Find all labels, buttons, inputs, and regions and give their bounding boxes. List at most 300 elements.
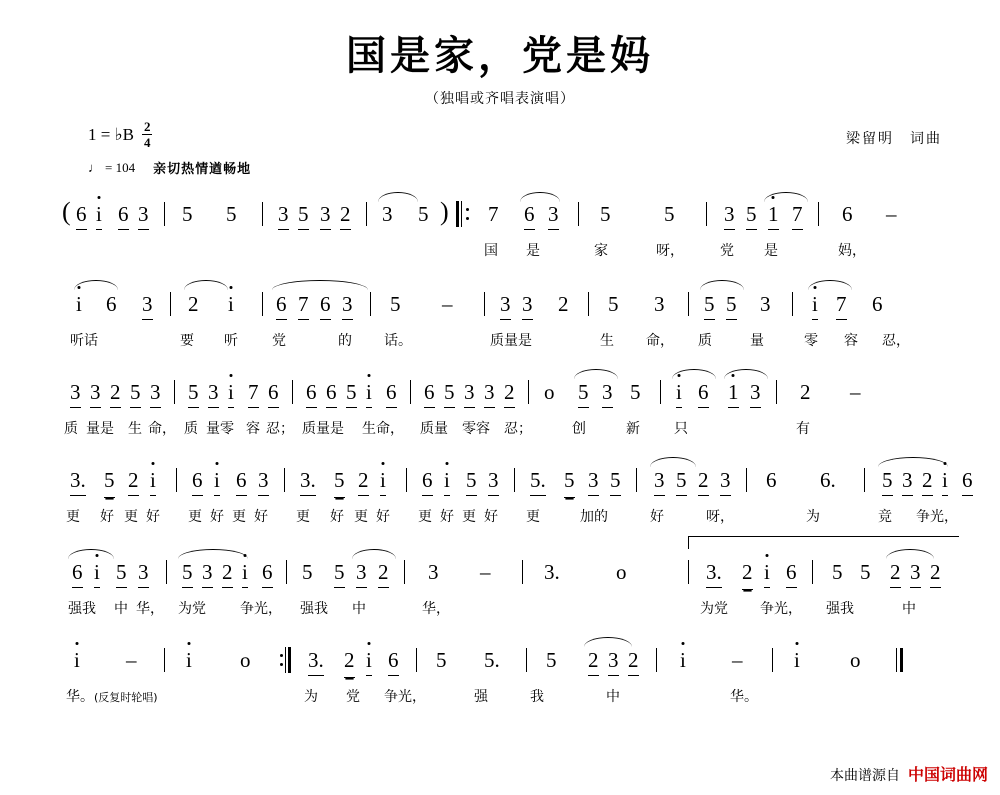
note: o xyxy=(616,560,627,584)
lyric-syllable: 华， xyxy=(136,601,164,617)
lyric-syllable: 听话 xyxy=(70,333,98,349)
lyric-syllable: 忍； xyxy=(504,421,532,437)
barline xyxy=(262,202,263,226)
note: i xyxy=(74,648,80,672)
note: 2 xyxy=(340,200,351,230)
note: 5 xyxy=(334,558,345,588)
barline xyxy=(526,648,527,672)
lyric-syllable: 零 xyxy=(804,333,818,349)
note: 6 xyxy=(262,558,273,588)
barline xyxy=(174,380,175,404)
music-system-1 xyxy=(60,197,960,292)
barline xyxy=(578,202,579,226)
footer-source-label: 本曲谱源自 xyxy=(829,768,900,784)
note: 2 xyxy=(930,558,941,588)
lyric-syllable: 更 xyxy=(354,509,368,525)
repeat-end-barline xyxy=(280,647,292,673)
barline xyxy=(410,380,411,404)
time-signature xyxy=(142,120,153,149)
barline xyxy=(170,292,171,316)
barline xyxy=(404,560,405,584)
key-signature-text: 1 = ♭B xyxy=(88,124,134,144)
note: 5 xyxy=(436,648,447,672)
time-signature-denominator: 4 xyxy=(143,135,151,150)
barline xyxy=(370,292,371,316)
note: 3 xyxy=(654,466,665,496)
note: 5 xyxy=(630,380,641,404)
note: 3 xyxy=(70,378,81,408)
lyric-syllable: 家 xyxy=(594,243,608,259)
lyric-syllable: 强我 xyxy=(300,601,328,617)
barline xyxy=(514,468,515,492)
note: – xyxy=(126,648,137,672)
final-barline xyxy=(896,648,897,672)
lyric-syllable: 争光， xyxy=(760,601,802,617)
lyric-syllable: 新 xyxy=(626,421,640,437)
note: 3 xyxy=(138,558,149,588)
note: i xyxy=(214,466,220,496)
note: 5 xyxy=(226,202,237,226)
note: 3 xyxy=(522,290,533,320)
lyric-syllable: 争光， xyxy=(916,509,958,525)
note: – xyxy=(480,560,491,584)
tempo-value: = 104 xyxy=(105,159,136,175)
note: 7 xyxy=(248,378,259,408)
note: 6 xyxy=(524,200,535,230)
note: 5 xyxy=(832,560,843,584)
lyric-syllable: 更 xyxy=(462,509,476,525)
lyric-syllable: 为党 xyxy=(178,601,206,617)
note: 6 xyxy=(268,378,279,408)
note: 5 xyxy=(746,200,757,230)
time-signature-numerator: 2 xyxy=(143,119,151,134)
note: 3. xyxy=(70,466,86,496)
barline xyxy=(416,648,417,672)
note: 7 xyxy=(298,290,309,320)
note: o xyxy=(544,380,555,404)
note: 3 xyxy=(484,378,495,408)
lyrics-row-1 xyxy=(60,240,960,266)
lyric-syllable: 好 xyxy=(100,509,114,525)
lyric-syllable: 是 xyxy=(764,243,778,259)
barline xyxy=(660,380,661,404)
note: 3. xyxy=(544,560,560,584)
note: 6 xyxy=(872,292,883,316)
lyric-syllable: 中 xyxy=(902,601,916,617)
note: 3 xyxy=(654,292,665,316)
note: 3 xyxy=(464,378,475,408)
note: 5 xyxy=(302,560,313,584)
note: 6 xyxy=(326,378,337,408)
note: 6 xyxy=(842,202,853,226)
lyric-syllable: 好 xyxy=(254,509,268,525)
lyrics-row-2 xyxy=(60,330,960,356)
lyric-syllable: 忍， xyxy=(882,333,910,349)
note: 2 xyxy=(378,558,389,588)
barline xyxy=(636,468,637,492)
note: 5 xyxy=(116,558,127,588)
lyric-syllable: 我 xyxy=(530,689,544,705)
lyric-syllable: 好 xyxy=(376,509,390,525)
note: 5 xyxy=(882,466,893,496)
note: 3 xyxy=(258,466,269,496)
lyric-syllable: 争光， xyxy=(384,689,426,705)
lyric-syllable: 量是 xyxy=(86,421,114,437)
lyric-syllable: 质量是 xyxy=(490,333,532,349)
note: 5 xyxy=(564,466,575,498)
lyric-syllable: 竞 xyxy=(878,509,892,525)
lyric-syllable: 好 xyxy=(650,509,664,525)
note: 6 xyxy=(72,558,83,588)
key-signature xyxy=(88,120,152,149)
lyric-syllable: 量 xyxy=(750,333,764,349)
note: 6 xyxy=(424,378,435,408)
lyric-syllable: 更 xyxy=(188,509,202,525)
note: 3 xyxy=(208,378,219,408)
barline xyxy=(688,292,689,316)
note: 5 xyxy=(182,558,193,588)
note: 2 xyxy=(128,466,139,496)
note: 5 xyxy=(726,290,737,320)
note: 5 xyxy=(298,200,309,230)
note: 3 xyxy=(602,378,613,408)
lyric-syllable: 质 xyxy=(698,333,712,349)
note: 2 xyxy=(344,646,355,678)
note: 5 xyxy=(390,292,401,316)
intro-paren-close: ) xyxy=(440,197,449,226)
lyric-syllable: 党 xyxy=(346,689,360,705)
note: 6 xyxy=(192,466,203,496)
notes-row-3 xyxy=(60,378,960,418)
note: 5 xyxy=(610,466,621,496)
note: 3. xyxy=(308,646,324,676)
lyric-syllable: 党 xyxy=(272,333,286,349)
note: 2 xyxy=(800,380,811,404)
note: 2 xyxy=(222,558,233,588)
note: 6 xyxy=(320,290,331,320)
lyric-syllable: 质 xyxy=(184,421,198,437)
note: 3 xyxy=(278,200,289,230)
lyric-syllable: 容 xyxy=(246,421,260,437)
note: 3 xyxy=(356,558,367,588)
lyric-syllable: 好 xyxy=(330,509,344,525)
note: 2 xyxy=(890,558,901,588)
page-title: 国是家，党是妈 xyxy=(346,33,654,79)
notes-row-1 xyxy=(60,197,960,240)
note: 1 xyxy=(728,378,739,408)
lyric-syllable: 的 xyxy=(338,333,352,349)
note: 5 xyxy=(334,466,345,498)
barline xyxy=(166,560,167,584)
barline xyxy=(484,292,485,316)
lyric-syllable: 为党 xyxy=(700,601,728,617)
lyric-syllable: 为 xyxy=(304,689,318,705)
lyric-syllable: 生 xyxy=(600,333,614,349)
music-system-3 xyxy=(60,378,960,470)
lyric-syllable: 更 xyxy=(232,509,246,525)
note: 3 xyxy=(428,560,439,584)
note: 7 xyxy=(836,290,847,320)
barline xyxy=(176,468,177,492)
lyric-syllable: 话。 xyxy=(384,333,412,349)
lyric-syllable: 有 xyxy=(796,421,810,437)
note: i xyxy=(150,466,156,496)
barline xyxy=(776,380,777,404)
note: 3 xyxy=(382,202,393,226)
note: i xyxy=(680,648,686,672)
note: 3 xyxy=(750,378,761,408)
lyric-syllable: 加的 xyxy=(580,509,608,525)
music-system-2 xyxy=(60,290,960,382)
note: – xyxy=(850,380,861,404)
note: 3 xyxy=(608,646,619,676)
lyric-syllable: 中 xyxy=(606,689,620,705)
composer-credit: 梁留明 词曲 xyxy=(846,131,942,147)
note: 5 xyxy=(676,466,687,496)
footer-site-name[interactable]: 中国词曲网 xyxy=(907,765,988,784)
lyric-syllable: 是 xyxy=(526,243,540,259)
note: i xyxy=(942,466,948,496)
note: 5 xyxy=(860,560,871,584)
note: 6 xyxy=(276,290,287,320)
note: 5 xyxy=(546,648,557,672)
lyric-syllable: 生 xyxy=(128,421,142,437)
lyric-syllable: 忍； xyxy=(266,421,294,437)
lyric-syllable: 呀， xyxy=(706,509,734,525)
note: i xyxy=(96,200,102,230)
barline xyxy=(528,380,529,404)
lyric-syllable: 妈， xyxy=(838,243,866,259)
barline xyxy=(746,468,747,492)
repeat-start-barline xyxy=(456,201,465,227)
lyric-syllable: 国 xyxy=(484,243,498,259)
lyric-syllable: 更 xyxy=(526,509,540,525)
lyric-syllable: 强我 xyxy=(68,601,96,617)
barline xyxy=(706,202,707,226)
note: 3 xyxy=(320,200,331,230)
note: – xyxy=(442,292,453,316)
barline xyxy=(864,468,865,492)
note: 2 xyxy=(504,378,515,408)
note: 3 xyxy=(150,378,161,408)
note: 6 xyxy=(962,466,973,496)
note: 2 xyxy=(698,466,709,496)
note: i xyxy=(794,648,800,672)
note: 3. xyxy=(300,466,316,496)
note: 6 xyxy=(236,466,247,496)
music-system-5 xyxy=(60,558,960,650)
note: 2 xyxy=(358,466,369,496)
lyric-syllable: 强我 xyxy=(826,601,854,617)
note: 6 xyxy=(118,200,129,230)
lyric-syllable: 更 xyxy=(124,509,138,525)
note: 3 xyxy=(902,466,913,496)
lyric-syllable: 更 xyxy=(296,509,310,525)
note: i xyxy=(228,292,234,316)
note: 5 xyxy=(104,466,115,498)
lyric-syllable: 中 xyxy=(114,601,128,617)
note: 3 xyxy=(488,466,499,496)
notes-row-6 xyxy=(60,646,960,686)
lyric-syllable: 华。(反复时轮唱) xyxy=(66,689,158,705)
note: i xyxy=(76,292,82,316)
note: 3 xyxy=(342,290,353,320)
lyric-syllable: 好 xyxy=(440,509,454,525)
note: o xyxy=(850,648,861,672)
notes-row-5 xyxy=(60,558,960,598)
barline xyxy=(818,202,819,226)
barline xyxy=(792,292,793,316)
barline xyxy=(772,648,773,672)
note: 5 xyxy=(600,202,611,226)
note: 2 xyxy=(558,292,569,316)
note: 5 xyxy=(704,290,715,320)
note: 5. xyxy=(484,648,500,672)
note: 2 xyxy=(110,378,121,408)
lyric-syllable: 只 xyxy=(674,421,688,437)
note: 5 xyxy=(608,292,619,316)
lyric-syllable: 好 xyxy=(484,509,498,525)
note: 6 xyxy=(422,466,433,496)
note: 3 xyxy=(138,200,149,230)
lyric-syllable: 质量 xyxy=(420,421,448,437)
lyric-syllable: 质 xyxy=(64,421,78,437)
barline xyxy=(812,560,813,584)
note: 3 xyxy=(90,378,101,408)
lyric-syllable: 命， xyxy=(646,333,674,349)
lyric-syllable: 更 xyxy=(418,509,432,525)
note: 5. xyxy=(530,466,546,496)
lyric-syllable: 呀， xyxy=(656,243,684,259)
note: i xyxy=(444,466,450,496)
lyric-syllable: 更 xyxy=(66,509,80,525)
note: 3 xyxy=(202,558,213,588)
note: i xyxy=(812,290,818,320)
lyric-syllable: 质量是 xyxy=(302,421,344,437)
note: 5 xyxy=(444,378,455,408)
lyric-syllable: 好 xyxy=(146,509,160,525)
lyrics-row-5 xyxy=(60,598,960,624)
note: 3 xyxy=(142,290,153,320)
lyrics-row-6 xyxy=(60,686,960,712)
note: i xyxy=(366,646,372,676)
notes-row-4 xyxy=(60,466,973,506)
lyrics-row-3 xyxy=(60,418,960,444)
intro-paren-open: ( xyxy=(62,197,71,226)
note: 6 xyxy=(388,646,399,676)
lyric-syllable: 生命， xyxy=(362,421,404,437)
lyrics-row-4 xyxy=(60,506,960,532)
barline xyxy=(262,292,263,316)
lyric-syllable: 党 xyxy=(720,243,734,259)
note: 3 xyxy=(548,200,559,230)
note: i xyxy=(94,558,100,588)
footer xyxy=(830,762,988,785)
barline xyxy=(164,202,165,226)
barline xyxy=(406,468,407,492)
note: 3 xyxy=(910,558,921,588)
note: 7 xyxy=(488,202,499,226)
expression-marking: 亲切热情遒畅地 xyxy=(153,162,252,177)
lyric-syllable: 中 xyxy=(352,601,366,617)
note: i xyxy=(242,558,248,588)
notes-row-2 xyxy=(60,290,960,330)
note: 3 xyxy=(760,292,771,316)
barline xyxy=(688,560,689,584)
lyric-syllable: 命， xyxy=(148,421,176,437)
lyric-syllable: 创 xyxy=(572,421,586,437)
barline xyxy=(522,560,523,584)
note: 1 xyxy=(768,200,779,230)
barline xyxy=(656,648,657,672)
note: 5 xyxy=(130,378,141,408)
note: 5 xyxy=(418,202,429,226)
lyric-syllable: 听 xyxy=(224,333,238,349)
note: i xyxy=(380,466,386,496)
note: 3 xyxy=(720,466,731,496)
lyric-syllable: 零容 xyxy=(462,421,490,437)
note: 5 xyxy=(182,202,193,226)
lyric-syllable: 量零 xyxy=(206,421,234,437)
lyric-syllable: 为 xyxy=(806,509,820,525)
note: 6 xyxy=(786,558,797,588)
barline xyxy=(366,202,367,226)
barline xyxy=(164,648,165,672)
barline xyxy=(292,380,293,404)
note: i xyxy=(366,378,372,408)
lyric-syllable: 好 xyxy=(210,509,224,525)
note: 3 xyxy=(500,290,511,320)
first-ending-bracket xyxy=(688,536,959,549)
note: o xyxy=(240,648,251,672)
note: i xyxy=(186,648,192,672)
barline xyxy=(284,468,285,492)
lyric-syllable: 争光， xyxy=(240,601,282,617)
subtitle: （独唱或齐唱表演唱） xyxy=(425,91,575,107)
tempo-marking xyxy=(88,158,251,177)
note: 6. xyxy=(820,468,836,492)
lyric-syllable: 容 xyxy=(844,333,858,349)
lyric-syllable: 华， xyxy=(422,601,450,617)
note: – xyxy=(732,648,743,672)
note: – xyxy=(886,202,897,226)
note: 3 xyxy=(724,200,735,230)
barline xyxy=(588,292,589,316)
note: 6 xyxy=(76,200,87,230)
lyric-syllable: 华。 xyxy=(730,689,758,705)
note: i xyxy=(228,378,234,408)
note: 3. xyxy=(706,558,722,588)
note: 6 xyxy=(386,378,397,408)
note: 7 xyxy=(792,200,803,230)
note: 6 xyxy=(306,378,317,408)
note: 6 xyxy=(106,292,117,316)
note: 2 xyxy=(588,646,599,676)
note: 2 xyxy=(922,466,933,496)
note: i xyxy=(764,558,770,588)
note: i xyxy=(676,378,682,408)
barline xyxy=(286,560,287,584)
music-system-6 xyxy=(60,646,960,738)
note: 2 xyxy=(742,558,753,590)
note: 3 xyxy=(588,466,599,496)
note: 6 xyxy=(766,468,777,492)
note: 2 xyxy=(628,646,639,676)
lyric-syllable: 强 xyxy=(474,689,488,705)
tempo-note-icon: ♩ xyxy=(88,159,101,175)
note: 6 xyxy=(698,378,709,408)
note: 5 xyxy=(188,378,199,408)
